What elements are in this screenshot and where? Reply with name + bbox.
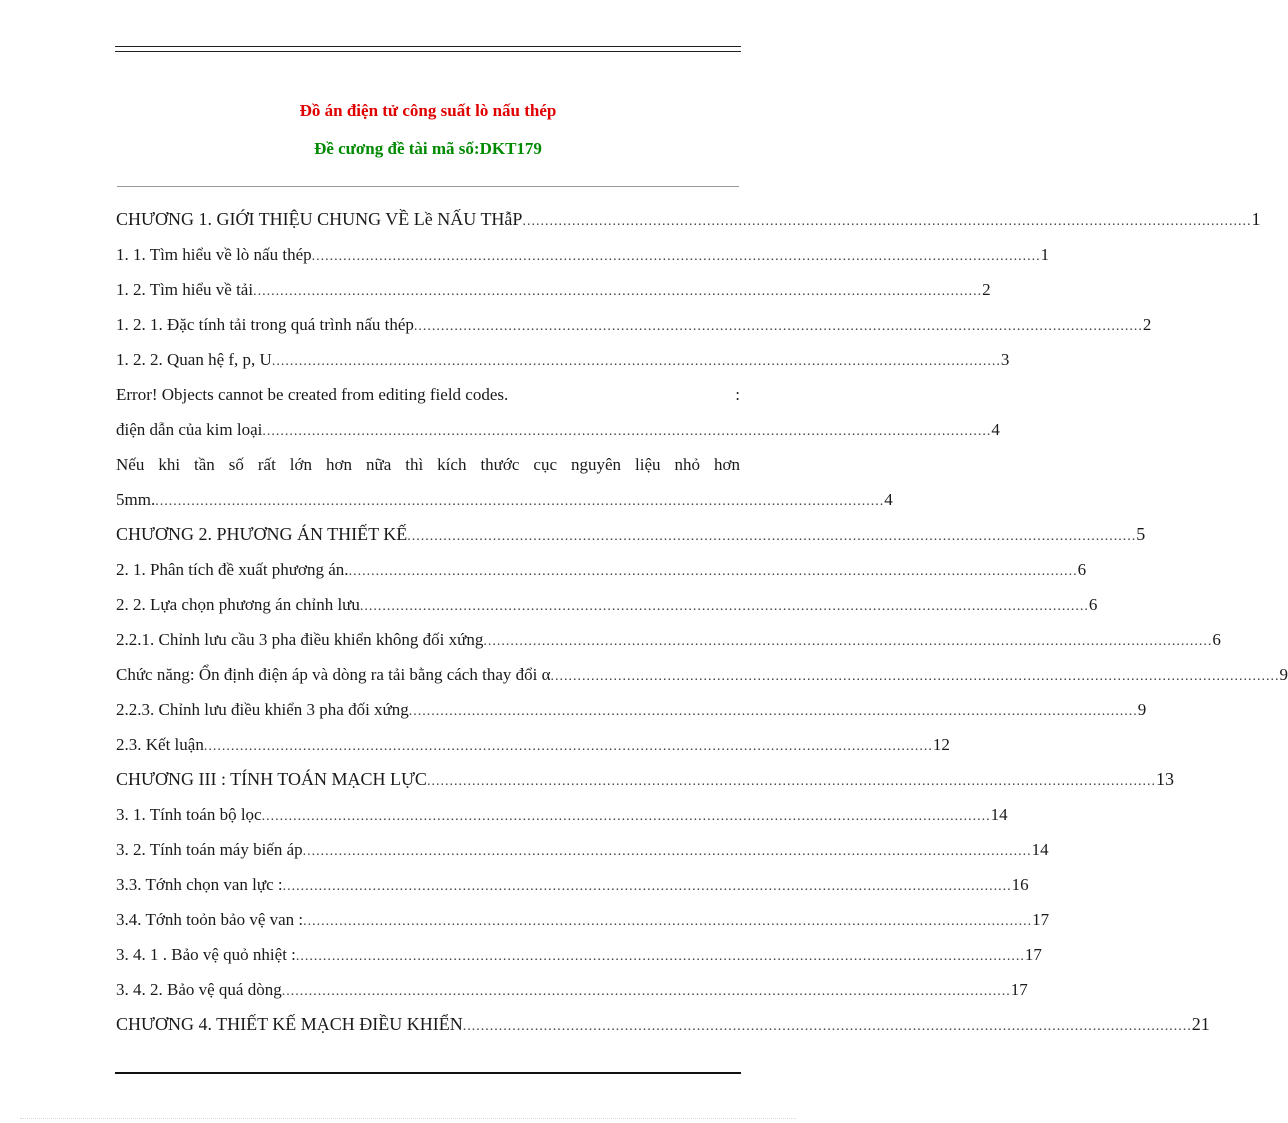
toc-leader-dots: .................................................................................................................................................................. <box>155 494 885 509</box>
toc-leader-dots: .................................................................................................................................................................. <box>302 844 1032 859</box>
toc-entry-page: 14 <box>990 805 1008 824</box>
toc-entry[interactable] <box>116 237 1050 272</box>
toc-entry-page: 9 <box>1137 700 1147 719</box>
toc-leader-dots: .................................................................................................................................................................. <box>407 529 1137 544</box>
toc-entry[interactable] <box>116 692 1147 727</box>
toc-entry-page: 2 <box>982 280 991 299</box>
toc-entry-page: 9 <box>1279 665 1288 684</box>
toc-leader-dots: .................................................................................................................................................................. <box>483 634 1213 649</box>
toc-leader-dots: .................................................................................................................................................................. <box>311 249 1041 264</box>
toc-entry-label: Chức năng: Ổn định điện áp và dòng ra tải bằng cách thay đổi α <box>116 665 551 684</box>
toc-entry-label: 1. 1. Tìm hiểu về lò nấu thép <box>116 245 312 264</box>
toc-leader-dots: .................................................................................................................................................................. <box>271 354 1001 369</box>
toc-leader-dots: .................................................................................................................................................................. <box>253 284 983 299</box>
toc-entry-page: 2 <box>1142 315 1152 334</box>
toc-entry[interactable] <box>116 972 1028 1007</box>
toc-entry-label: CHƯƠNG 1. GIỚI THIỆU CHUNG VỀ Lề NẤU THẫP <box>116 209 523 229</box>
toc-entry[interactable] <box>116 937 1042 972</box>
toc-leader-dots: .................................................................................................................................................................. <box>413 319 1143 334</box>
title-divider <box>117 186 739 187</box>
toc-entry-chapter-2[interactable] <box>116 517 1146 552</box>
toc-entry-page: 17 <box>1032 910 1050 929</box>
toc-entry-label: 3. 4. 2. Bảo vệ quá dòng <box>116 980 282 999</box>
toc-entry-label: 2. 2. Lựa chọn phương án chỉnh lưu <box>116 595 360 614</box>
toc-entry-label: 1. 2. 1. Đặc tính tải trong quá trình nấu thép <box>116 315 414 334</box>
toc-leader-dots: .................................................................................................................................................................. <box>281 984 1011 999</box>
toc-leader-dots: .................................................................................................................................................................. <box>462 1019 1192 1034</box>
toc-entry-label: 3. 2. Tính toán máy biến áp <box>116 840 303 859</box>
toc-entry-page: 16 <box>1011 875 1029 894</box>
header-double-rule <box>115 46 741 52</box>
toc-entry-label: Error! Objects cannot be created from editing field codes. <box>116 385 509 404</box>
toc-entry-label: 2.2.3. Chỉnh lưu điều khiển 3 pha đối xứng <box>116 700 409 719</box>
toc-entry-label: 3.3. Tớnh chọn van lực : <box>116 875 283 894</box>
toc-entry[interactable] <box>116 902 1050 937</box>
toc-entry[interactable] <box>116 797 1008 832</box>
toc-entry-label: 3.4. Tớnh toỏn bảo vệ van : <box>116 910 304 929</box>
toc-entry-label: 2.2.1. Chỉnh lưu cầu 3 pha điều khiển không đối xứng <box>116 630 484 649</box>
toc-entry-field-error[interactable] <box>116 377 740 412</box>
toc-entry[interactable] <box>116 867 1029 902</box>
toc-entry-chapter-3[interactable] <box>116 762 1174 797</box>
toc-leader-dots: .................................................................................................................................................................. <box>303 914 1033 929</box>
toc-leader-dots: .................................................................................................................................................................. <box>550 669 1280 684</box>
toc-leader-dots: .................................................................................................................................................................. <box>262 424 992 439</box>
toc-entry-chapter-1[interactable] <box>116 202 1261 237</box>
toc-entry-chapter-4[interactable] <box>116 1007 1210 1042</box>
toc-entry-page: 6 <box>1088 595 1098 614</box>
footer-rule <box>115 1072 741 1074</box>
toc-entry-label: 2. 1. Phân tích đề xuất phương án. <box>116 560 349 579</box>
toc-entry[interactable] <box>116 657 1288 692</box>
toc-entry-page: 1 <box>1251 209 1261 229</box>
toc-entry-label: 2.3. Kết luận <box>116 735 204 754</box>
toc-leader-dots: .................................................................................................................................................................. <box>522 214 1252 229</box>
toc-entry[interactable] <box>116 307 1152 342</box>
document-subtitle: Đề cương đề tài mã số:DKT179 <box>314 139 542 158</box>
toc-entry-page: 4 <box>884 490 893 509</box>
toc-entry-page: 14 <box>1031 840 1049 859</box>
toc-entry-page: 3 <box>1000 350 1010 369</box>
toc-entry-page: 17 <box>1024 945 1042 964</box>
toc-entry-label: CHƯƠNG 4. THIẾT KẾ MẠCH ĐIỀU KHIỂN <box>116 1014 463 1034</box>
toc-entry-page: 4 <box>991 420 1000 439</box>
table-of-contents <box>116 202 1288 1042</box>
page-edge-dotted-line <box>20 1118 796 1119</box>
toc-entry-label: CHƯƠNG III : TÍNH TOÁN MẠCH LỰC <box>116 769 427 789</box>
document-title: Đồ án điện tử công suất lò nấu thép <box>299 101 557 120</box>
toc-leader-dots: .................................................................................................................................................................. <box>408 704 1138 719</box>
toc-entry-label: Nếu khi tần số rất lớn hơn nữa thì kích thước cục nguyên liệu nhỏ hơn <box>116 455 740 474</box>
toc-entry-page: : <box>735 385 740 404</box>
toc-leader-dots: .................................................................................................................................................................. <box>282 879 1012 894</box>
toc-entry-label: 1. 2. 2. Quan hệ f, p, U <box>116 350 272 369</box>
toc-leader-dots: .................................................................................................................................................................. <box>426 774 1156 789</box>
toc-entry[interactable] <box>116 622 1221 657</box>
toc-entry[interactable] <box>116 412 1000 447</box>
toc-entry-page: 1 <box>1040 245 1050 264</box>
toc-leader-dots: .................................................................................................................................................................. <box>348 564 1078 579</box>
toc-entry[interactable] <box>116 832 1049 867</box>
toc-entry-page: 21 <box>1191 1014 1210 1034</box>
toc-entry-page: 13 <box>1155 769 1174 789</box>
toc-entry[interactable] <box>116 272 991 307</box>
toc-entry[interactable] <box>116 727 950 762</box>
toc-entry[interactable] <box>116 482 893 517</box>
toc-leader-dots: .................................................................................................................................................................. <box>203 739 933 754</box>
toc-leader-dots: .................................................................................................................................................................. <box>359 599 1089 614</box>
toc-entry[interactable] <box>116 552 1087 587</box>
toc-entry-label: CHƯƠNG 2. PHƯƠNG ÁN THIẾT KẾ <box>116 524 408 544</box>
toc-entry-label: điện dẫn của kim loại <box>116 420 263 439</box>
toc-entry-page: 12 <box>932 735 950 754</box>
toc-entry-label: 1. 2. Tìm hiểu về tải <box>116 280 254 299</box>
toc-entry-label: 3. 1. Tính toán bộ lọc <box>116 805 262 824</box>
toc-entry-page: 17 <box>1010 980 1028 999</box>
toc-entry[interactable] <box>116 342 1010 377</box>
toc-entry-label: 3. 4. 1 . Bảo vệ quỏ nhiệt : <box>116 945 296 964</box>
toc-entry[interactable] <box>116 587 1098 622</box>
toc-entry-page: 5 <box>1136 524 1146 544</box>
toc-entry-wrapped[interactable] <box>116 447 740 482</box>
toc-entry-label: 5mm. <box>116 490 156 509</box>
toc-leader-dots: .................................................................................................................................................................. <box>295 949 1025 964</box>
toc-entry-page: 6 <box>1077 560 1087 579</box>
toc-leader-dots: .................................................................................................................................................................. <box>261 809 991 824</box>
toc-entry-page: 6 <box>1212 630 1221 649</box>
